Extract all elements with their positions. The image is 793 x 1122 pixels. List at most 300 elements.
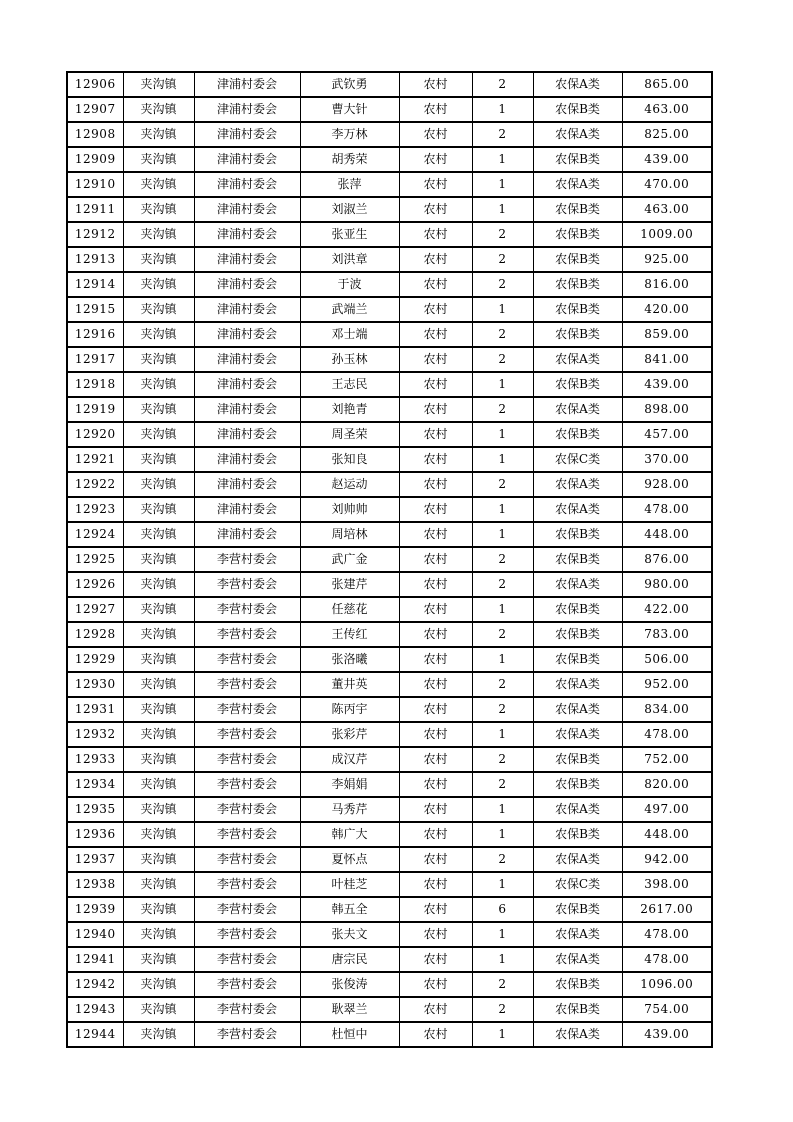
serial-number-cell: 12935 xyxy=(67,797,123,822)
residence-type-cell: 农村 xyxy=(399,447,472,472)
village-committee-cell: 津浦村委会 xyxy=(194,147,300,172)
town-cell: 夹沟镇 xyxy=(123,597,194,622)
residence-type-cell: 农村 xyxy=(399,497,472,522)
residence-type-cell: 农村 xyxy=(399,572,472,597)
person-name-cell: 曹大针 xyxy=(300,97,399,122)
village-committee-cell: 津浦村委会 xyxy=(194,122,300,147)
serial-number-cell: 12929 xyxy=(67,647,123,672)
village-committee-cell: 李营村委会 xyxy=(194,897,300,922)
village-committee-cell: 津浦村委会 xyxy=(194,72,300,97)
insurance-category-cell: 农保A类 xyxy=(533,672,622,697)
person-count-cell: 2 xyxy=(472,72,533,97)
insurance-payment-table xyxy=(66,71,713,1048)
person-count-cell: 1 xyxy=(472,722,533,747)
person-name-cell: 韩五全 xyxy=(300,897,399,922)
amount-cell: 825.00 xyxy=(622,122,712,147)
person-count-cell: 1 xyxy=(472,447,533,472)
person-name-cell: 董井英 xyxy=(300,672,399,697)
person-name-cell: 张夫文 xyxy=(300,922,399,947)
serial-number-cell: 12912 xyxy=(67,222,123,247)
village-committee-cell: 李营村委会 xyxy=(194,797,300,822)
serial-number-cell: 12944 xyxy=(67,1022,123,1047)
table-row xyxy=(67,172,712,197)
person-name-cell: 李娟娟 xyxy=(300,772,399,797)
residence-type-cell: 农村 xyxy=(399,847,472,872)
town-cell: 夹沟镇 xyxy=(123,247,194,272)
residence-type-cell: 农村 xyxy=(399,97,472,122)
table-row xyxy=(67,372,712,397)
insurance-category-cell: 农保B类 xyxy=(533,322,622,347)
residence-type-cell: 农村 xyxy=(399,672,472,697)
residence-type-cell: 农村 xyxy=(399,647,472,672)
town-cell: 夹沟镇 xyxy=(123,72,194,97)
town-cell: 夹沟镇 xyxy=(123,722,194,747)
village-committee-cell: 李营村委会 xyxy=(194,922,300,947)
village-committee-cell: 李营村委会 xyxy=(194,647,300,672)
person-name-cell: 王传红 xyxy=(300,622,399,647)
table-row xyxy=(67,422,712,447)
amount-cell: 463.00 xyxy=(622,97,712,122)
person-count-cell: 2 xyxy=(472,322,533,347)
town-cell: 夹沟镇 xyxy=(123,372,194,397)
insurance-category-cell: 农保B类 xyxy=(533,997,622,1022)
person-count-cell: 2 xyxy=(472,847,533,872)
table-body xyxy=(67,72,712,1047)
town-cell: 夹沟镇 xyxy=(123,422,194,447)
person-count-cell: 1 xyxy=(472,947,533,972)
amount-cell: 478.00 xyxy=(622,947,712,972)
serial-number-cell: 12930 xyxy=(67,672,123,697)
amount-cell: 1096.00 xyxy=(622,972,712,997)
person-count-cell: 2 xyxy=(472,347,533,372)
village-committee-cell: 李营村委会 xyxy=(194,747,300,772)
town-cell: 夹沟镇 xyxy=(123,272,194,297)
village-committee-cell: 李营村委会 xyxy=(194,947,300,972)
insurance-category-cell: 农保B类 xyxy=(533,522,622,547)
person-count-cell: 2 xyxy=(472,222,533,247)
person-count-cell: 1 xyxy=(472,147,533,172)
town-cell: 夹沟镇 xyxy=(123,897,194,922)
serial-number-cell: 12920 xyxy=(67,422,123,447)
person-name-cell: 武端兰 xyxy=(300,297,399,322)
person-count-cell: 2 xyxy=(472,672,533,697)
insurance-category-cell: 农保A类 xyxy=(533,922,622,947)
residence-type-cell: 农村 xyxy=(399,247,472,272)
person-name-cell: 唐宗民 xyxy=(300,947,399,972)
serial-number-cell: 12918 xyxy=(67,372,123,397)
amount-cell: 980.00 xyxy=(622,572,712,597)
person-count-cell: 1 xyxy=(472,97,533,122)
person-count-cell: 2 xyxy=(472,747,533,772)
town-cell: 夹沟镇 xyxy=(123,847,194,872)
person-count-cell: 1 xyxy=(472,422,533,447)
table-row xyxy=(67,522,712,547)
town-cell: 夹沟镇 xyxy=(123,947,194,972)
residence-type-cell: 农村 xyxy=(399,422,472,447)
residence-type-cell: 农村 xyxy=(399,697,472,722)
residence-type-cell: 农村 xyxy=(399,547,472,572)
town-cell: 夹沟镇 xyxy=(123,772,194,797)
person-name-cell: 刘艳青 xyxy=(300,397,399,422)
serial-number-cell: 12942 xyxy=(67,972,123,997)
person-count-cell: 2 xyxy=(472,547,533,572)
village-committee-cell: 津浦村委会 xyxy=(194,497,300,522)
serial-number-cell: 12928 xyxy=(67,622,123,647)
residence-type-cell: 农村 xyxy=(399,872,472,897)
amount-cell: 783.00 xyxy=(622,622,712,647)
person-name-cell: 刘洪章 xyxy=(300,247,399,272)
serial-number-cell: 12941 xyxy=(67,947,123,972)
amount-cell: 497.00 xyxy=(622,797,712,822)
serial-number-cell: 12925 xyxy=(67,547,123,572)
person-count-cell: 2 xyxy=(472,472,533,497)
insurance-category-cell: 农保B类 xyxy=(533,972,622,997)
residence-type-cell: 农村 xyxy=(399,972,472,997)
village-committee-cell: 李营村委会 xyxy=(194,847,300,872)
village-committee-cell: 津浦村委会 xyxy=(194,197,300,222)
table-row xyxy=(67,897,712,922)
amount-cell: 439.00 xyxy=(622,372,712,397)
person-name-cell: 张俊涛 xyxy=(300,972,399,997)
table-row xyxy=(67,697,712,722)
insurance-category-cell: 农保B类 xyxy=(533,747,622,772)
amount-cell: 478.00 xyxy=(622,497,712,522)
person-name-cell: 张亚生 xyxy=(300,222,399,247)
person-count-cell: 1 xyxy=(472,872,533,897)
amount-cell: 470.00 xyxy=(622,172,712,197)
table-row xyxy=(67,147,712,172)
village-committee-cell: 津浦村委会 xyxy=(194,272,300,297)
town-cell: 夹沟镇 xyxy=(123,172,194,197)
town-cell: 夹沟镇 xyxy=(123,697,194,722)
serial-number-cell: 12927 xyxy=(67,597,123,622)
town-cell: 夹沟镇 xyxy=(123,347,194,372)
town-cell: 夹沟镇 xyxy=(123,447,194,472)
insurance-category-cell: 农保A类 xyxy=(533,72,622,97)
person-name-cell: 杜恒中 xyxy=(300,1022,399,1047)
serial-number-cell: 12908 xyxy=(67,122,123,147)
insurance-category-cell: 农保A类 xyxy=(533,722,622,747)
person-name-cell: 李万林 xyxy=(300,122,399,147)
village-committee-cell: 津浦村委会 xyxy=(194,422,300,447)
town-cell: 夹沟镇 xyxy=(123,197,194,222)
insurance-category-cell: 农保B类 xyxy=(533,372,622,397)
residence-type-cell: 农村 xyxy=(399,1022,472,1047)
table-row xyxy=(67,672,712,697)
insurance-category-cell: 农保A类 xyxy=(533,572,622,597)
amount-cell: 448.00 xyxy=(622,522,712,547)
town-cell: 夹沟镇 xyxy=(123,1022,194,1047)
serial-number-cell: 12936 xyxy=(67,822,123,847)
person-count-cell: 2 xyxy=(472,772,533,797)
serial-number-cell: 12939 xyxy=(67,897,123,922)
table-row xyxy=(67,247,712,272)
town-cell: 夹沟镇 xyxy=(123,322,194,347)
insurance-category-cell: 农保A类 xyxy=(533,472,622,497)
person-name-cell: 张彩芹 xyxy=(300,722,399,747)
insurance-category-cell: 农保A类 xyxy=(533,797,622,822)
person-count-cell: 6 xyxy=(472,897,533,922)
table-row xyxy=(67,622,712,647)
table-row xyxy=(67,297,712,322)
serial-number-cell: 12931 xyxy=(67,697,123,722)
amount-cell: 420.00 xyxy=(622,297,712,322)
serial-number-cell: 12943 xyxy=(67,997,123,1022)
insurance-category-cell: 农保B类 xyxy=(533,222,622,247)
residence-type-cell: 农村 xyxy=(399,222,472,247)
person-count-cell: 1 xyxy=(472,172,533,197)
amount-cell: 422.00 xyxy=(622,597,712,622)
table-row xyxy=(67,822,712,847)
person-count-cell: 2 xyxy=(472,397,533,422)
residence-type-cell: 农村 xyxy=(399,122,472,147)
person-name-cell: 周培林 xyxy=(300,522,399,547)
town-cell: 夹沟镇 xyxy=(123,472,194,497)
serial-number-cell: 12938 xyxy=(67,872,123,897)
table-row xyxy=(67,972,712,997)
table-row xyxy=(67,547,712,572)
person-count-cell: 2 xyxy=(472,997,533,1022)
town-cell: 夹沟镇 xyxy=(123,997,194,1022)
person-name-cell: 邓士端 xyxy=(300,322,399,347)
person-name-cell: 夏怀点 xyxy=(300,847,399,872)
town-cell: 夹沟镇 xyxy=(123,122,194,147)
amount-cell: 876.00 xyxy=(622,547,712,572)
table-row xyxy=(67,572,712,597)
amount-cell: 448.00 xyxy=(622,822,712,847)
residence-type-cell: 农村 xyxy=(399,522,472,547)
insurance-category-cell: 农保A类 xyxy=(533,397,622,422)
person-count-cell: 1 xyxy=(472,522,533,547)
table-row xyxy=(67,997,712,1022)
amount-cell: 859.00 xyxy=(622,322,712,347)
serial-number-cell: 12934 xyxy=(67,772,123,797)
serial-number-cell: 12937 xyxy=(67,847,123,872)
town-cell: 夹沟镇 xyxy=(123,97,194,122)
residence-type-cell: 农村 xyxy=(399,372,472,397)
town-cell: 夹沟镇 xyxy=(123,922,194,947)
town-cell: 夹沟镇 xyxy=(123,222,194,247)
residence-type-cell: 农村 xyxy=(399,272,472,297)
person-count-cell: 2 xyxy=(472,572,533,597)
residence-type-cell: 农村 xyxy=(399,897,472,922)
person-name-cell: 张洛曦 xyxy=(300,647,399,672)
table-row xyxy=(67,72,712,97)
town-cell: 夹沟镇 xyxy=(123,747,194,772)
insurance-category-cell: 农保B类 xyxy=(533,597,622,622)
serial-number-cell: 12923 xyxy=(67,497,123,522)
table-row xyxy=(67,197,712,222)
person-name-cell: 王志民 xyxy=(300,372,399,397)
amount-cell: 898.00 xyxy=(622,397,712,422)
serial-number-cell: 12916 xyxy=(67,322,123,347)
residence-type-cell: 农村 xyxy=(399,997,472,1022)
insurance-category-cell: 农保B类 xyxy=(533,622,622,647)
serial-number-cell: 12914 xyxy=(67,272,123,297)
town-cell: 夹沟镇 xyxy=(123,297,194,322)
table-row xyxy=(67,597,712,622)
village-committee-cell: 李营村委会 xyxy=(194,622,300,647)
amount-cell: 478.00 xyxy=(622,722,712,747)
table-row xyxy=(67,472,712,497)
amount-cell: 928.00 xyxy=(622,472,712,497)
person-count-cell: 1 xyxy=(472,1022,533,1047)
village-committee-cell: 李营村委会 xyxy=(194,547,300,572)
residence-type-cell: 农村 xyxy=(399,472,472,497)
serial-number-cell: 12932 xyxy=(67,722,123,747)
town-cell: 夹沟镇 xyxy=(123,672,194,697)
village-committee-cell: 津浦村委会 xyxy=(194,372,300,397)
serial-number-cell: 12933 xyxy=(67,747,123,772)
village-committee-cell: 李营村委会 xyxy=(194,872,300,897)
amount-cell: 478.00 xyxy=(622,922,712,947)
serial-number-cell: 12924 xyxy=(67,522,123,547)
insurance-category-cell: 农保A类 xyxy=(533,697,622,722)
table-row xyxy=(67,872,712,897)
person-name-cell: 刘淑兰 xyxy=(300,197,399,222)
table-row xyxy=(67,122,712,147)
table-row xyxy=(67,1022,712,1047)
village-committee-cell: 李营村委会 xyxy=(194,572,300,597)
serial-number-cell: 12922 xyxy=(67,472,123,497)
insurance-category-cell: 农保A类 xyxy=(533,172,622,197)
table-row xyxy=(67,847,712,872)
residence-type-cell: 农村 xyxy=(399,947,472,972)
table-row xyxy=(67,347,712,372)
person-name-cell: 张知良 xyxy=(300,447,399,472)
village-committee-cell: 津浦村委会 xyxy=(194,172,300,197)
person-count-cell: 1 xyxy=(472,372,533,397)
person-count-cell: 1 xyxy=(472,922,533,947)
town-cell: 夹沟镇 xyxy=(123,522,194,547)
residence-type-cell: 农村 xyxy=(399,597,472,622)
person-name-cell: 陈丙宇 xyxy=(300,697,399,722)
amount-cell: 398.00 xyxy=(622,872,712,897)
town-cell: 夹沟镇 xyxy=(123,572,194,597)
serial-number-cell: 12913 xyxy=(67,247,123,272)
village-committee-cell: 李营村委会 xyxy=(194,772,300,797)
insurance-category-cell: 农保C类 xyxy=(533,447,622,472)
village-committee-cell: 津浦村委会 xyxy=(194,97,300,122)
person-name-cell: 于波 xyxy=(300,272,399,297)
residence-type-cell: 农村 xyxy=(399,197,472,222)
town-cell: 夹沟镇 xyxy=(123,822,194,847)
village-committee-cell: 津浦村委会 xyxy=(194,347,300,372)
residence-type-cell: 农村 xyxy=(399,797,472,822)
town-cell: 夹沟镇 xyxy=(123,797,194,822)
serial-number-cell: 12917 xyxy=(67,347,123,372)
town-cell: 夹沟镇 xyxy=(123,872,194,897)
residence-type-cell: 农村 xyxy=(399,922,472,947)
person-count-cell: 1 xyxy=(472,297,533,322)
amount-cell: 834.00 xyxy=(622,697,712,722)
residence-type-cell: 农村 xyxy=(399,747,472,772)
table-row xyxy=(67,397,712,422)
amount-cell: 506.00 xyxy=(622,647,712,672)
insurance-category-cell: 农保A类 xyxy=(533,947,622,972)
residence-type-cell: 农村 xyxy=(399,622,472,647)
insurance-category-cell: 农保A类 xyxy=(533,497,622,522)
amount-cell: 865.00 xyxy=(622,72,712,97)
person-name-cell: 任慈花 xyxy=(300,597,399,622)
serial-number-cell: 12906 xyxy=(67,72,123,97)
person-count-cell: 1 xyxy=(472,822,533,847)
person-count-cell: 2 xyxy=(472,122,533,147)
insurance-category-cell: 农保A类 xyxy=(533,347,622,372)
amount-cell: 942.00 xyxy=(622,847,712,872)
amount-cell: 439.00 xyxy=(622,147,712,172)
table-row xyxy=(67,647,712,672)
insurance-category-cell: 农保B类 xyxy=(533,897,622,922)
serial-number-cell: 12909 xyxy=(67,147,123,172)
serial-number-cell: 12907 xyxy=(67,97,123,122)
town-cell: 夹沟镇 xyxy=(123,972,194,997)
serial-number-cell: 12919 xyxy=(67,397,123,422)
person-count-cell: 2 xyxy=(472,972,533,997)
serial-number-cell: 12940 xyxy=(67,922,123,947)
amount-cell: 2617.00 xyxy=(622,897,712,922)
amount-cell: 439.00 xyxy=(622,1022,712,1047)
person-name-cell: 刘帅帅 xyxy=(300,497,399,522)
serial-number-cell: 12915 xyxy=(67,297,123,322)
person-name-cell: 周圣荣 xyxy=(300,422,399,447)
village-committee-cell: 李营村委会 xyxy=(194,972,300,997)
table-row xyxy=(67,497,712,522)
table-row xyxy=(67,97,712,122)
insurance-category-cell: 农保B类 xyxy=(533,247,622,272)
table-row xyxy=(67,447,712,472)
residence-type-cell: 农村 xyxy=(399,147,472,172)
insurance-category-cell: 农保B类 xyxy=(533,822,622,847)
insurance-category-cell: 农保C类 xyxy=(533,872,622,897)
table-row xyxy=(67,272,712,297)
residence-type-cell: 农村 xyxy=(399,822,472,847)
residence-type-cell: 农村 xyxy=(399,322,472,347)
amount-cell: 754.00 xyxy=(622,997,712,1022)
residence-type-cell: 农村 xyxy=(399,772,472,797)
person-name-cell: 马秀芹 xyxy=(300,797,399,822)
insurance-category-cell: 农保B类 xyxy=(533,297,622,322)
village-committee-cell: 李营村委会 xyxy=(194,697,300,722)
residence-type-cell: 农村 xyxy=(399,72,472,97)
town-cell: 夹沟镇 xyxy=(123,147,194,172)
person-name-cell: 胡秀荣 xyxy=(300,147,399,172)
person-count-cell: 1 xyxy=(472,797,533,822)
village-committee-cell: 津浦村委会 xyxy=(194,247,300,272)
person-name-cell: 张萍 xyxy=(300,172,399,197)
person-name-cell: 耿翠兰 xyxy=(300,997,399,1022)
person-count-cell: 1 xyxy=(472,197,533,222)
insurance-category-cell: 农保B类 xyxy=(533,647,622,672)
village-committee-cell: 津浦村委会 xyxy=(194,472,300,497)
insurance-category-cell: 农保A类 xyxy=(533,122,622,147)
person-name-cell: 武钦勇 xyxy=(300,72,399,97)
amount-cell: 952.00 xyxy=(622,672,712,697)
town-cell: 夹沟镇 xyxy=(123,647,194,672)
person-count-cell: 1 xyxy=(472,497,533,522)
insurance-category-cell: 农保B类 xyxy=(533,147,622,172)
amount-cell: 463.00 xyxy=(622,197,712,222)
insurance-category-cell: 农保B类 xyxy=(533,197,622,222)
town-cell: 夹沟镇 xyxy=(123,547,194,572)
village-committee-cell: 津浦村委会 xyxy=(194,322,300,347)
town-cell: 夹沟镇 xyxy=(123,397,194,422)
person-count-cell: 1 xyxy=(472,597,533,622)
person-count-cell: 1 xyxy=(472,647,533,672)
person-count-cell: 2 xyxy=(472,247,533,272)
insurance-category-cell: 农保A类 xyxy=(533,847,622,872)
serial-number-cell: 12910 xyxy=(67,172,123,197)
